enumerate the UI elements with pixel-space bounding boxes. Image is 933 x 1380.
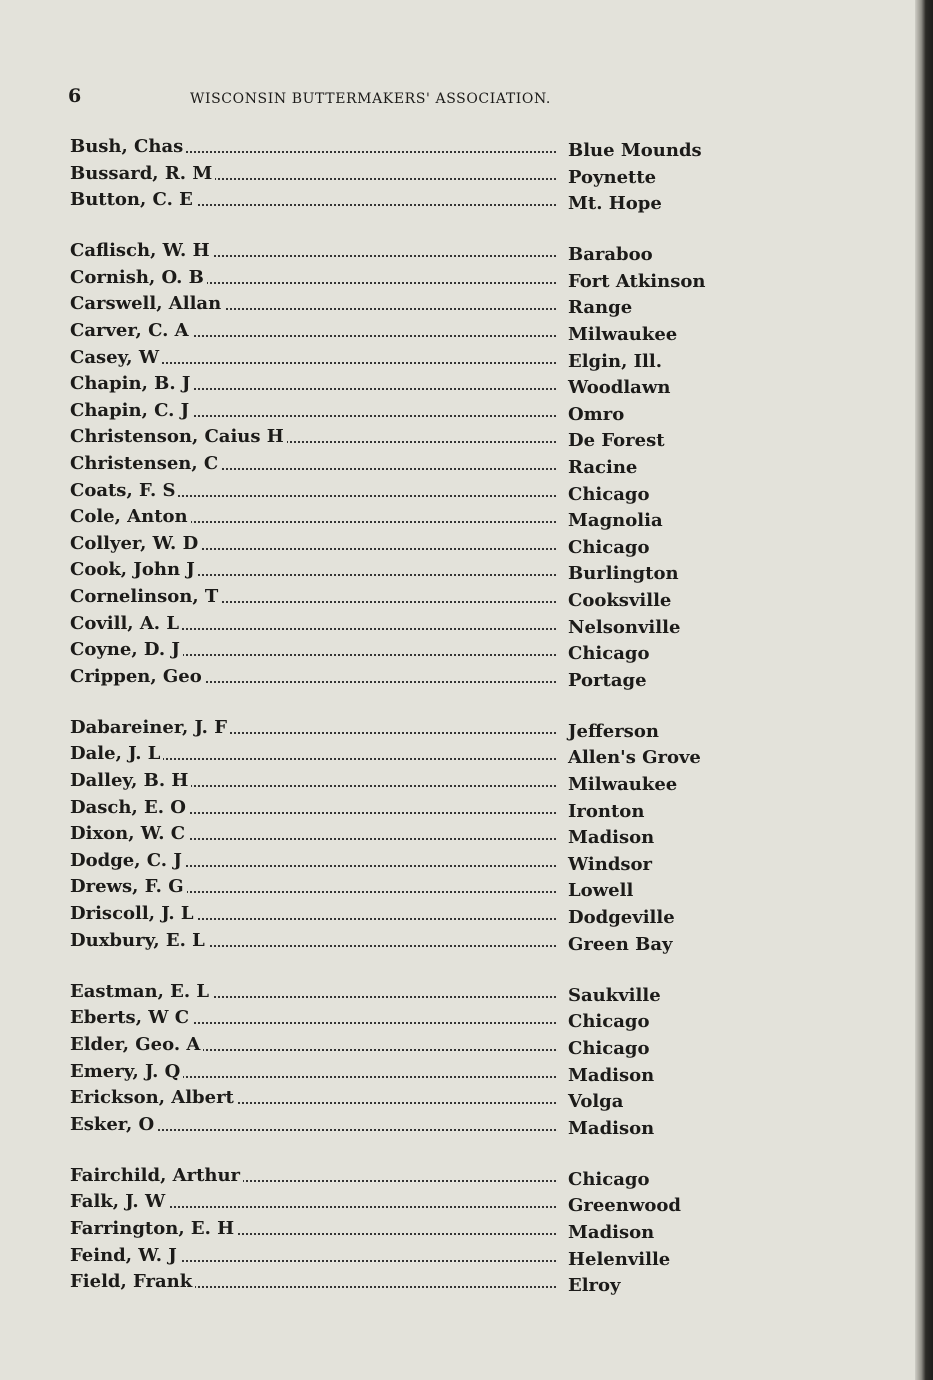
member-name: Fairchild, Arthur (70, 1165, 243, 1186)
member-location: Magnolia (568, 510, 663, 532)
member-entry (0, 480, 760, 507)
member-name: Emery, J. Q (70, 1061, 183, 1082)
member-location: Volga (568, 1091, 624, 1113)
book-gutter (915, 0, 933, 1380)
member-location: Lowell (568, 880, 634, 902)
member-entry (0, 267, 760, 294)
member-entry (0, 903, 760, 930)
member-name: Dalley, B. H (70, 770, 191, 791)
member-name: Duxbury, E. L (70, 930, 208, 951)
member-name: Cornelinson, T (70, 586, 221, 607)
member-location: Madison (568, 1064, 655, 1086)
letter-group (0, 981, 760, 1141)
member-entry (0, 717, 760, 744)
member-location: Chicago (568, 483, 650, 505)
member-name: Christenson, Caius H (70, 426, 287, 447)
member-location: Jefferson (568, 720, 659, 742)
member-entry (0, 1087, 760, 1114)
member-name: Feind, W. J (70, 1245, 180, 1266)
member-location: Madison (568, 827, 655, 849)
member-list (0, 136, 760, 1298)
member-location: Chicago (568, 1168, 650, 1190)
member-entry (0, 1245, 760, 1272)
member-entry (0, 559, 760, 586)
member-name: Crippen, Geo (70, 666, 205, 687)
member-location: Fort Atkinson (568, 270, 706, 292)
member-entry (0, 1034, 760, 1061)
member-entry (0, 823, 760, 850)
member-entry (0, 347, 760, 374)
member-location: Milwaukee (568, 774, 678, 796)
member-location: Milwaukee (568, 324, 678, 346)
member-location: Helenville (568, 1248, 671, 1270)
member-location: Omro (568, 403, 625, 425)
member-entry (0, 743, 760, 770)
member-entry (0, 639, 760, 666)
member-name: Bussard, R. M (70, 163, 215, 184)
member-entry (0, 981, 760, 1008)
member-entry (0, 1165, 760, 1192)
page-number: 6 (68, 85, 82, 107)
member-name: Dabareiner, J. F (70, 717, 230, 738)
member-entry (0, 136, 760, 163)
group-spacer (0, 216, 760, 241)
member-name: Cornish, O. B (70, 267, 207, 288)
member-name: Caflisch, W. H (70, 240, 213, 261)
member-entry (0, 506, 760, 533)
member-name: Bush, Chas (70, 136, 186, 157)
member-entry (0, 1271, 760, 1298)
member-location: Madison (568, 1221, 655, 1243)
member-location: Green Bay (568, 933, 673, 955)
member-entry (0, 1114, 760, 1141)
member-name: Dixon, W. C (70, 823, 188, 844)
member-name: Falk, J. W (70, 1191, 168, 1212)
member-name: Field, Frank (70, 1271, 195, 1292)
member-location: Chicago (568, 1037, 650, 1059)
member-entry (0, 533, 760, 560)
member-location: Greenwood (568, 1195, 681, 1217)
member-location: Saukville (568, 984, 661, 1006)
member-location: Portage (568, 669, 647, 691)
member-name: Dale, J. L (70, 743, 163, 764)
member-entry (0, 163, 760, 190)
member-name: Casey, W (70, 347, 162, 368)
member-location: Cooksville (568, 590, 672, 611)
member-name: Carswell, Allan (70, 293, 224, 314)
member-entry (0, 1218, 760, 1245)
member-entry (0, 1007, 760, 1034)
member-name: Collyer, W. D (70, 533, 201, 554)
member-entry (0, 797, 760, 824)
member-name: Elder, Geo. A (70, 1034, 203, 1055)
member-name: Dodge, C. J (70, 850, 185, 871)
letter-group (0, 240, 760, 692)
member-location: Dodgeville (568, 907, 675, 929)
member-location: Chicago (568, 643, 650, 665)
member-name: Coats, F. S (70, 480, 178, 501)
member-location: Windsor (568, 853, 653, 875)
member-location: Elroy (568, 1275, 621, 1297)
member-name: Eastman, E. L (70, 981, 212, 1002)
member-entry (0, 770, 760, 797)
member-location: Burlington (568, 563, 679, 585)
group-spacer (0, 956, 760, 981)
member-location: Blue Mounds (568, 140, 702, 161)
letter-group (0, 1165, 760, 1298)
letter-group (0, 717, 760, 956)
group-spacer (0, 1140, 760, 1165)
member-name: Eberts, W C (70, 1007, 192, 1028)
member-location: Elgin, Ill. (568, 350, 662, 372)
member-location: Poynette (568, 166, 657, 188)
member-location: Madison (568, 1117, 655, 1139)
member-name: Carver, C. A (70, 320, 192, 341)
member-entry (0, 400, 760, 427)
member-entry (0, 1061, 760, 1088)
member-entry (0, 453, 760, 480)
member-location: De Forest (568, 430, 665, 452)
letter-group (0, 136, 760, 216)
member-name: Erickson, Albert (70, 1087, 237, 1108)
member-entry (0, 1191, 760, 1218)
member-name: Driscoll, J. L (70, 903, 197, 924)
member-entry (0, 426, 760, 453)
member-name: Chapin, C. J (70, 400, 192, 421)
member-location: Woodlawn (568, 377, 671, 399)
member-name: Cole, Anton (70, 506, 191, 527)
member-location: Chicago (568, 536, 650, 558)
member-name: Cook, John J (70, 559, 198, 580)
member-location: Baraboo (568, 244, 653, 266)
member-name: Chapin, B. J (70, 373, 193, 394)
member-entry (0, 189, 760, 216)
member-location: Allen's Grove (568, 747, 701, 769)
member-location: Racine (568, 457, 638, 479)
member-entry (0, 613, 760, 640)
member-name: Esker, O (70, 1114, 157, 1135)
member-entry (0, 930, 760, 957)
member-name: Button, C. E (70, 189, 196, 210)
member-name: Dasch, E. O (70, 797, 189, 818)
member-entry (0, 240, 760, 267)
running-title: WISCONSIN BUTTERMAKERS' ASSOCIATION. (190, 91, 551, 107)
member-location: Mt. Hope (568, 193, 662, 215)
member-entry (0, 586, 760, 613)
member-entry (0, 666, 760, 693)
member-entry (0, 850, 760, 877)
member-location: Ironton (568, 800, 645, 822)
member-entry (0, 876, 760, 903)
member-name: Farrington, E. H (70, 1218, 237, 1239)
member-name: Coyne, D. J (70, 639, 183, 660)
member-name: Drews, F. G (70, 876, 187, 897)
member-location: Nelsonville (568, 616, 681, 638)
page-header (68, 85, 668, 109)
member-name: Christensen, C (70, 453, 221, 474)
group-spacer (0, 692, 760, 717)
member-entry (0, 373, 760, 400)
member-entry (0, 320, 760, 347)
member-location: Range (568, 297, 633, 319)
member-name: Covill, A. L (70, 613, 182, 634)
member-location: Chicago (568, 1011, 650, 1033)
member-entry (0, 293, 760, 320)
